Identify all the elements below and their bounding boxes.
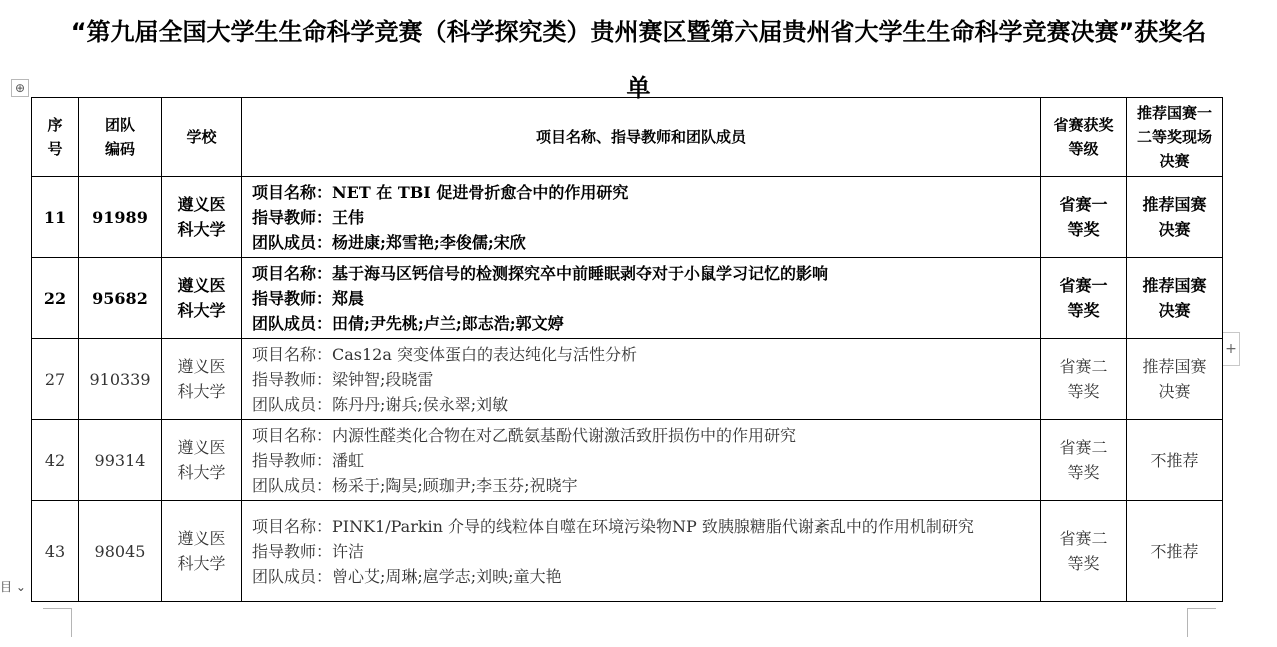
cell-seq: 22 bbox=[32, 258, 79, 339]
advisor: 指导教师：郑晨 bbox=[252, 288, 365, 308]
table-row bbox=[32, 177, 1223, 258]
table-row bbox=[32, 501, 1223, 602]
table-move-handle-icon[interactable]: ⊕ bbox=[11, 79, 29, 97]
cell-team-code: 98045 bbox=[79, 501, 162, 602]
cell-recommend: 不推荐 bbox=[1127, 420, 1223, 501]
advisor: 指导教师：梁钟智;段晓雷 bbox=[252, 369, 434, 389]
advisor: 指导教师：王伟 bbox=[252, 207, 365, 227]
cell-level: 省赛一等奖 bbox=[1041, 258, 1127, 339]
cell-seq: 42 bbox=[32, 420, 79, 501]
table-header-row bbox=[32, 98, 1223, 177]
cell-recommend: 推荐国赛决赛 bbox=[1127, 258, 1223, 339]
add-row-icon[interactable]: + bbox=[1223, 332, 1240, 366]
cell-level: 省赛一等奖 bbox=[1041, 177, 1127, 258]
header-seq: 序号 bbox=[32, 98, 79, 177]
page-title: “第九届全国大学生生命科学竞赛（科学探究类）贵州赛区暨第六届贵州省大学生生命科学竞赛决赛”获奖名单 bbox=[70, 18, 1207, 102]
page-corner-mark bbox=[43, 608, 72, 637]
cell-recommend: 推荐国赛决赛 bbox=[1127, 339, 1223, 420]
awards-table bbox=[31, 97, 1223, 602]
advisor: 指导教师：潘虹 bbox=[252, 450, 365, 470]
project-name: 项目名称：PINK1/Parkin 介导的线粒体自噬在环境污染物NP 致胰腺糖脂代谢紊乱中的作用机制研究 bbox=[252, 516, 974, 536]
table-row bbox=[32, 258, 1223, 339]
table-row bbox=[32, 339, 1223, 420]
cell-seq: 43 bbox=[32, 501, 79, 602]
members: 团队成员：曾心艾;周琳;扈学志;刘映;童大艳 bbox=[252, 566, 562, 586]
cell-project bbox=[242, 501, 1041, 602]
project-name: 项目名称：Cas12a 突变体蛋白的表达纯化与活性分析 bbox=[252, 344, 637, 364]
cell-seq: 27 bbox=[32, 339, 79, 420]
cell-school: 遵义医科大学 bbox=[162, 339, 242, 420]
project-name: 项目名称：NET 在 TBI 促进骨折愈合中的作用研究 bbox=[252, 182, 629, 202]
cell-project bbox=[242, 339, 1041, 420]
cell-school: 遵义医科大学 bbox=[162, 177, 242, 258]
header-school: 学校 bbox=[162, 98, 242, 177]
cell-team-code: 99314 bbox=[79, 420, 162, 501]
cell-level: 省赛二等奖 bbox=[1041, 339, 1127, 420]
cell-project bbox=[242, 420, 1041, 501]
cell-level: 省赛二等奖 bbox=[1041, 501, 1127, 602]
members: 团队成员：杨采于;陶昊;顾珈尹;李玉芬;祝晓宇 bbox=[252, 475, 578, 495]
page-corner-mark bbox=[1187, 608, 1216, 637]
project-name: 项目名称：基于海马区钙信号的检测探究卒中前睡眠剥夺对于小鼠学习记忆的影响 bbox=[252, 263, 829, 283]
cell-recommend: 不推荐 bbox=[1127, 501, 1223, 602]
cell-school: 遵义医科大学 bbox=[162, 258, 242, 339]
project-name: 项目名称：内源性醛类化合物在对乙酰氨基酚代谢激活致肝损伤中的作用研究 bbox=[252, 425, 797, 445]
outline-dropdown[interactable]: 目 ⌄ bbox=[0, 580, 26, 594]
members: 团队成员：田倩;尹先桃;卢兰;郎志浩;郭文婷 bbox=[252, 313, 564, 333]
cell-level: 省赛二等奖 bbox=[1041, 420, 1127, 501]
cell-team-code: 910339 bbox=[79, 339, 162, 420]
advisor: 指导教师：许洁 bbox=[252, 541, 365, 561]
cell-school: 遵义医科大学 bbox=[162, 420, 242, 501]
members: 团队成员：杨进康;郑雪艳;李俊儒;宋欣 bbox=[252, 232, 526, 252]
cell-project bbox=[242, 258, 1041, 339]
cell-team-code: 91989 bbox=[79, 177, 162, 258]
cell-project bbox=[242, 177, 1041, 258]
header-level: 省赛获奖等级 bbox=[1041, 98, 1127, 177]
cell-seq: 11 bbox=[32, 177, 79, 258]
header-recommend: 推荐国赛一二等奖现场决赛 bbox=[1127, 98, 1223, 177]
cell-recommend: 推荐国赛决赛 bbox=[1127, 177, 1223, 258]
table-row bbox=[32, 420, 1223, 501]
members: 团队成员：陈丹丹;谢兵;侯永翠;刘敏 bbox=[252, 394, 509, 414]
cell-team-code: 95682 bbox=[79, 258, 162, 339]
header-project: 项目名称、指导教师和团队成员 bbox=[242, 98, 1041, 177]
cell-school: 遵义医科大学 bbox=[162, 501, 242, 602]
header-team-code: 团队编码 bbox=[79, 98, 162, 177]
